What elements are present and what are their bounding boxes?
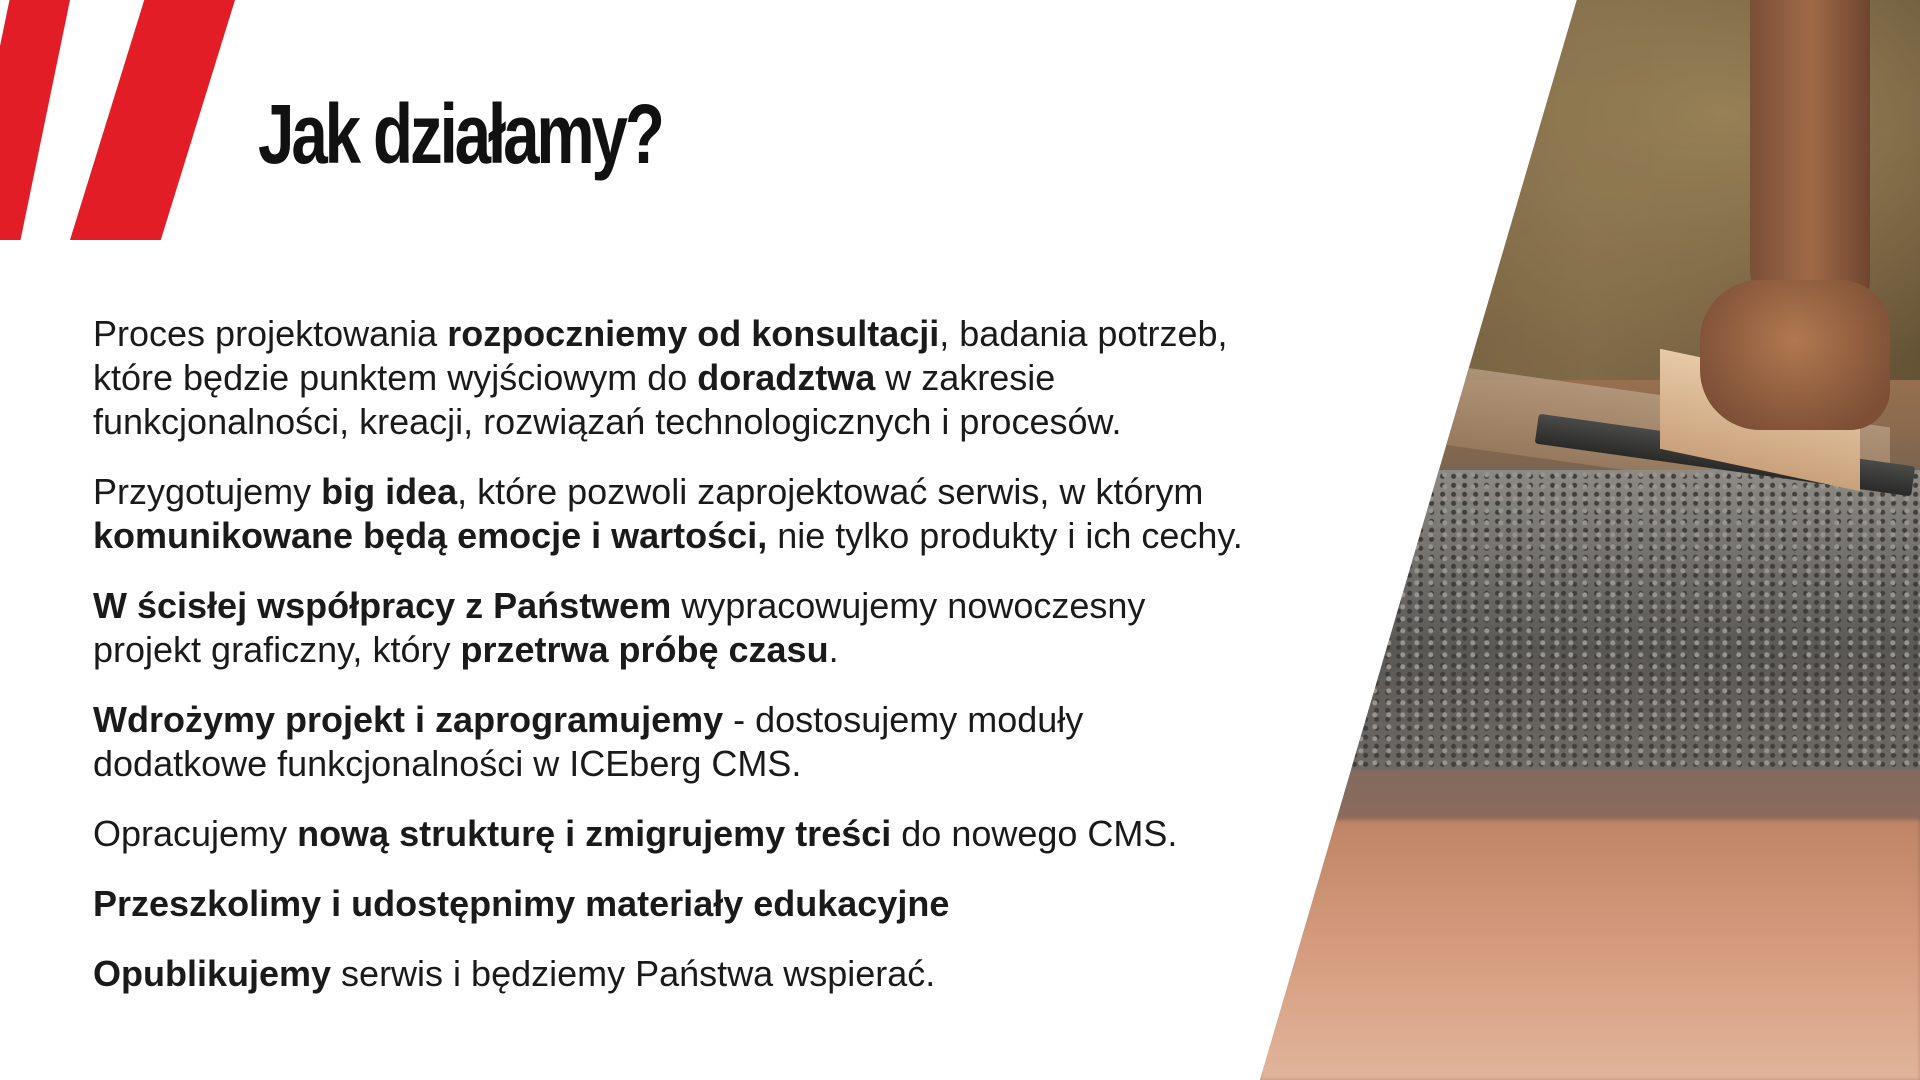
body-text: nie tylko produkty i ich cechy. [767,515,1243,556]
body-paragraph [93,584,1343,672]
body-paragraph [93,952,1343,996]
bold-text: rozpoczniemy od konsultacji [447,313,940,354]
red-accent-stripe [70,0,235,240]
body-paragraph [93,882,1343,926]
body-paragraph [93,812,1343,856]
bold-text: Wdrożymy projekt i zaprogramujemy [93,699,724,740]
body-text: Opracujemy [93,813,298,854]
bold-text: Opublikujemy [93,953,332,994]
body-text: . [828,629,839,670]
body-text: serwis i będziemy Państwa wspierać. [331,953,936,994]
worker-hand [1700,280,1890,430]
body-text: które będzie punktem wyjściowym do [93,357,698,398]
bold-text: komunikowane będą emocje i wartości, [93,515,768,556]
bold-text: doradztwa [697,357,876,398]
body-text: Przygotujemy [93,471,322,512]
bold-text: przetrwa próbę czasu [460,629,829,670]
body-paragraph [93,470,1343,558]
body-text: wypracowujemy nowoczesny [671,585,1146,626]
worker-arm [1750,0,1870,320]
bold-text: nową strukturę i zmigrujemy treści [297,813,892,854]
body-text: funkcjonalności, kreacji, rozwiązań technologicznych i procesów. [93,401,1122,442]
bold-text: W ścisłej współpracy z Państwem [93,585,672,626]
bold-text: big idea [321,471,458,512]
body-text: do nowego CMS. [891,813,1178,854]
red-accent-stripe [0,0,70,240]
body-text: Proces projektowania [93,313,448,354]
body-text: dodatkowe funkcjonalności w ICEberg CMS. [93,743,802,784]
body-text: projekt graficzny, który [93,629,461,670]
bold-text: Przeszkolimy i udostępnimy materiały edukacyjne [93,883,950,924]
body-text: , badania potrzeb, [939,313,1228,354]
construction-photo [1260,0,1920,1080]
body-text: - dostosujemy moduły [723,699,1084,740]
body-text: w zakresie [875,357,1056,398]
slide-title: Jak działamy? [258,87,662,181]
body-text: , które pozwoli zaprojektować serwis, w którym [457,471,1204,512]
photo-foreground-blur [1260,820,1920,1080]
body-paragraph [93,312,1343,444]
slide-body [93,312,1343,1022]
body-paragraph [93,698,1343,786]
wet-concrete [1260,470,1920,770]
